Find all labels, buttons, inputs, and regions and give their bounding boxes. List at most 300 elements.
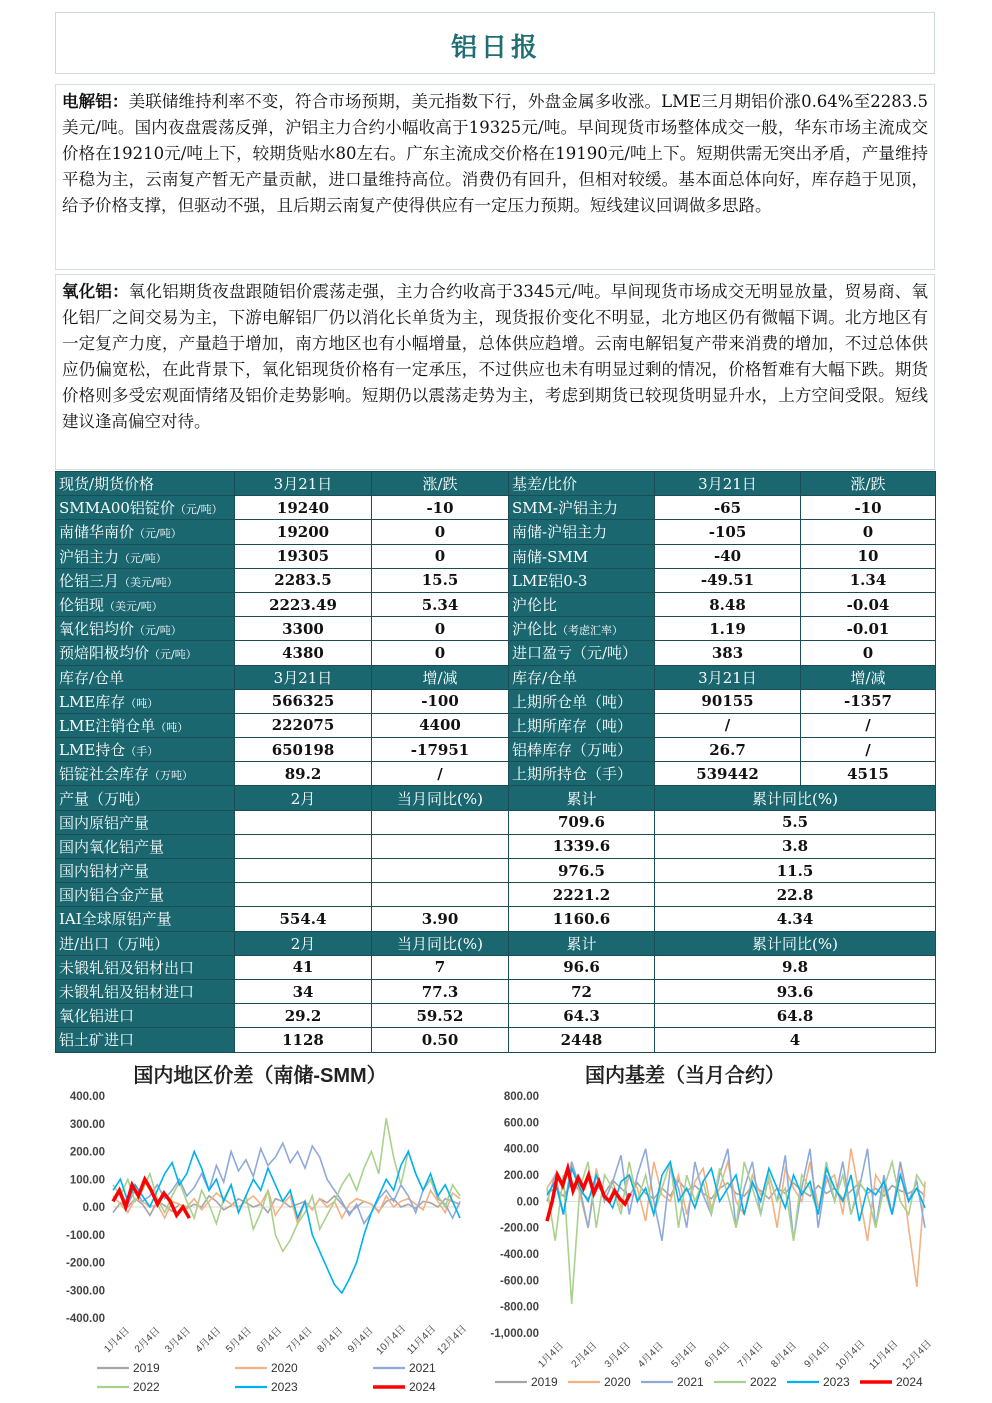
table-row [56, 810, 936, 834]
cell-text: 现货/期货价格 [59, 475, 155, 494]
cell-text: 涨/跌 [850, 475, 886, 494]
legend-label: 2024 [896, 1375, 923, 1389]
y-tick-label: -200.00 [499, 1222, 539, 1235]
table-label-cell [509, 520, 655, 544]
cell-text: 0 [862, 522, 874, 541]
cell-unit: （元/吨） [149, 648, 197, 662]
table-header-cell [509, 931, 655, 955]
cell-text: 539442 [696, 764, 759, 783]
table-header-cell [235, 786, 372, 810]
cell-text: 4515 [847, 764, 889, 783]
cell-text: 国内原铝产量 [59, 813, 150, 832]
table-value-cell [801, 520, 936, 544]
cell-text: 进口盈亏（元/吨） [512, 644, 638, 663]
chart-title: 国内地区价差（南储-SMM） [133, 1065, 387, 1087]
cell-text: 南储华南价 [59, 523, 135, 542]
table-row [56, 544, 936, 568]
table-value-cell [655, 568, 801, 592]
cell-text: 累计 [566, 789, 597, 808]
cell-text: 增/减 [850, 668, 886, 687]
x-tick-label: 7月4日 [285, 1325, 315, 1356]
table-header-cell [801, 472, 936, 496]
cell-text: 增/减 [422, 668, 458, 687]
legend-label: 2020 [604, 1375, 631, 1389]
table-value-cell [235, 641, 372, 665]
cell-text: 上期所持仓（手） [512, 765, 633, 784]
table-value-cell [655, 592, 801, 616]
table-header-cell [655, 665, 801, 689]
table-value-cell [655, 883, 936, 907]
table-value-cell [801, 496, 936, 520]
cell-text: 2月 [290, 934, 316, 953]
table-header-cell [509, 786, 655, 810]
table-value-cell [372, 496, 509, 520]
cell-text: 伦铝现 [59, 596, 105, 615]
table-row [56, 907, 936, 931]
cell-text: 709.6 [558, 813, 605, 832]
x-tick-label: 1月4日 [102, 1325, 133, 1356]
table-value-cell [655, 834, 936, 858]
cell-text: 2月 [290, 789, 316, 808]
x-tick-label: 4月4日 [636, 1340, 666, 1371]
cell-text: 41 [292, 958, 314, 977]
x-tick-label: 8月4日 [315, 1325, 346, 1356]
cell-text: 3300 [282, 619, 324, 638]
cell-text: 国内铝合金产量 [59, 886, 165, 905]
y-tick-label: 100.00 [69, 1174, 105, 1187]
cell-text: 进/出口（万吨） [59, 934, 170, 953]
table-value-cell [372, 762, 509, 786]
x-tick-label: 9月4日 [345, 1325, 376, 1356]
table-value-cell [235, 496, 372, 520]
cell-text: -10 [854, 498, 882, 517]
table-label-cell [509, 738, 655, 762]
table-value-cell [235, 907, 372, 931]
table-row [56, 617, 936, 641]
cell-text: 1.34 [849, 571, 887, 590]
y-tick-label: -100.00 [65, 1229, 105, 1242]
cell-text: 2221.2 [552, 885, 611, 904]
cell-text: 1160.6 [552, 909, 611, 928]
cell-text: 上期所库存（吨） [512, 716, 633, 735]
table-label-cell [509, 762, 655, 786]
alumina-commentary [55, 274, 935, 470]
table-value-cell [655, 713, 801, 737]
table-value-cell [509, 1004, 655, 1028]
table-label-cell [56, 496, 235, 520]
table-value-cell [509, 834, 655, 858]
cell-text: 累计同比(%) [752, 934, 838, 953]
cell-text: 预焙阳极均价 [59, 644, 150, 663]
table-value-cell [801, 592, 936, 616]
cell-text: 96.6 [563, 958, 600, 977]
cell-text: 7 [434, 958, 446, 977]
x-tick-label: 3月4日 [163, 1325, 194, 1356]
table-label-cell [509, 592, 655, 616]
x-tick-label: 11月4日 [405, 1323, 439, 1357]
y-tick-label: 300.00 [69, 1118, 105, 1131]
table-value-cell [655, 859, 936, 883]
cell-text: 3月21日 [698, 668, 757, 687]
cell-text: 0 [434, 619, 446, 638]
cell-text: 2448 [560, 1030, 603, 1049]
table-value-cell [655, 641, 801, 665]
cell-text: 0 [434, 547, 446, 566]
cell-text: 0.50 [421, 1030, 459, 1049]
table-label-cell [56, 907, 235, 931]
legend-label: 2023 [823, 1375, 850, 1389]
table-value-cell [655, 810, 936, 834]
y-tick-label: -400.00 [499, 1249, 539, 1261]
y-tick-label: 400.00 [69, 1091, 105, 1103]
title-box [55, 12, 935, 74]
table-value-cell [372, 883, 509, 907]
table-value-cell [372, 834, 509, 858]
table-row [56, 979, 936, 1003]
cell-text: -0.01 [846, 619, 890, 638]
cell-text: -10 [426, 498, 454, 517]
legend-label: 2021 [677, 1375, 704, 1389]
cell-text: 3月21日 [698, 475, 757, 494]
cell-text: 涨/跌 [422, 475, 458, 494]
cell-text: 9.8 [781, 958, 809, 977]
table-row [56, 496, 936, 520]
cell-text: 3.90 [421, 909, 459, 928]
cell-text: 1339.6 [552, 837, 611, 856]
cell-text: / [865, 740, 871, 759]
table-label-cell [56, 810, 235, 834]
cell-text: 64.3 [563, 1006, 600, 1025]
table-value-cell [372, 617, 509, 641]
y-tick-label: -800.00 [499, 1301, 539, 1314]
x-tick-label: 10月4日 [833, 1338, 868, 1373]
table-value-cell [235, 713, 372, 737]
table-value-cell [372, 907, 509, 931]
cell-text: 铝土矿进口 [59, 1031, 135, 1050]
legend-label: 2021 [409, 1361, 436, 1375]
cell-text: 库存/仓单 [512, 668, 578, 687]
table-header-cell [372, 931, 509, 955]
cell-text: -40 [713, 547, 742, 566]
table-value-cell [801, 641, 936, 665]
table-value-cell [801, 544, 936, 568]
cell-text: 10 [857, 547, 879, 566]
cell-text: -1357 [844, 692, 892, 711]
cell-text: 4380 [282, 643, 324, 662]
x-tick-label: 6月4日 [254, 1325, 285, 1356]
cell-text: LME注销仓单 [59, 716, 156, 735]
y-tick-label: -1,000.00 [490, 1328, 539, 1340]
table-value-cell [235, 1004, 372, 1028]
cell-text: 3月21日 [273, 475, 333, 494]
x-tick-label: 2月4日 [569, 1340, 600, 1371]
table-label-cell [56, 859, 235, 883]
table-row [56, 738, 936, 762]
table-label-cell [56, 1004, 235, 1028]
cell-text: LME库存 [59, 692, 126, 711]
table-value-cell [801, 762, 936, 786]
y-tick-label: 200.00 [503, 1170, 539, 1182]
table-label-cell [56, 931, 235, 955]
y-tick-label: 0.00 [82, 1202, 105, 1214]
legend-label: 2023 [271, 1380, 298, 1392]
table-row [56, 689, 936, 713]
table-label-cell [56, 592, 235, 616]
cell-text: 77.3 [421, 982, 459, 1001]
cell-text: 64.8 [776, 1006, 814, 1025]
cell-text: 未锻轧铝及铝材出口 [59, 958, 195, 977]
table-value-cell [372, 955, 509, 979]
cell-text: 2283.5 [274, 571, 332, 590]
cell-text: 产量（万吨） [59, 789, 150, 808]
table-header-cell [372, 472, 509, 496]
table-value-cell [235, 762, 372, 786]
cell-text: 4400 [419, 716, 461, 735]
cell-text: SMM-沪铝主力 [512, 499, 619, 518]
table-value-cell [372, 568, 509, 592]
cell-text: 氧化铝进口 [59, 1007, 135, 1026]
table-row [56, 859, 936, 883]
legend-label: 2019 [133, 1361, 160, 1375]
cell-text: -100 [421, 692, 459, 711]
table-row [56, 762, 936, 786]
table-row [56, 1004, 936, 1028]
cell-text: 当月同比(%) [397, 789, 483, 808]
y-tick-label: -600.00 [499, 1275, 539, 1288]
table-value-cell [372, 544, 509, 568]
regional-spread-svg [55, 1048, 475, 1392]
table-value-cell [509, 810, 655, 834]
table-value-cell [372, 689, 509, 713]
cell-unit: （元/吨） [134, 624, 182, 638]
table-label-cell [56, 544, 235, 568]
cell-text: 90155 [701, 692, 754, 711]
table-value-cell [801, 713, 936, 737]
cell-text: 34 [292, 982, 314, 1001]
cell-text: 3.8 [781, 837, 809, 856]
cell-text: 铝锭社会库存 [59, 765, 150, 784]
table-value-cell [372, 979, 509, 1003]
cell-unit: （美元/吨） [104, 600, 163, 614]
cell-text: 4.34 [776, 909, 814, 928]
table-header-cell [655, 931, 936, 955]
cell-text: 19305 [276, 547, 330, 566]
table-value-cell [801, 689, 936, 713]
cell-unit: （美元/吨） [119, 575, 178, 589]
table-value-cell [509, 979, 655, 1003]
cell-unit: （元/吨） [134, 527, 182, 541]
cell-text: 2223.49 [269, 595, 337, 614]
table-header-cell [235, 472, 372, 496]
cell-text: 11.5 [776, 861, 814, 880]
table-label-cell [56, 979, 235, 1003]
table-value-cell [655, 689, 801, 713]
cell-text: 铝棒库存（万吨） [512, 741, 633, 760]
table-label-cell [509, 689, 655, 713]
cell-unit: （吨） [125, 696, 159, 710]
y-tick-label: -400.00 [65, 1313, 105, 1325]
cell-text: -49.51 [700, 571, 755, 590]
cell-text: 累计 [566, 934, 597, 953]
x-tick-label: 11月4日 [867, 1338, 901, 1372]
x-tick-label: 10月4日 [374, 1323, 409, 1358]
table-header-cell [655, 786, 936, 810]
legend-label: 2019 [531, 1375, 558, 1389]
table-row [56, 472, 936, 496]
cell-text: 19200 [276, 522, 330, 541]
cell-text: 19240 [276, 498, 330, 517]
cell-text: 南储-SMM [512, 547, 589, 566]
cell-text: 沪伦比 [512, 620, 558, 639]
cell-text: 5.5 [781, 813, 809, 832]
table-label-cell [56, 689, 235, 713]
table-row [56, 520, 936, 544]
legend-label: 2020 [271, 1361, 298, 1375]
table-row [56, 931, 936, 955]
table-value-cell [655, 762, 801, 786]
table-value-cell [372, 713, 509, 737]
x-tick-label: 2月4日 [132, 1325, 163, 1356]
cell-text: -65 [713, 498, 742, 517]
table-value-cell [655, 979, 936, 1003]
x-tick-label: 5月4日 [224, 1325, 254, 1356]
table-label-cell [56, 883, 235, 907]
table-label-cell [56, 762, 235, 786]
cell-unit: （手） [125, 745, 159, 759]
aluminum-text: 美联储维持利率不变，符合市场预期，美元指数下行，外盘金属多收涨。LME三月期铝价涨0.64%至2283.5美元/吨。国内夜盘震荡反弹，沪铝主力合约小幅收高于19325元/吨。早间现货市场整体成交一般，华东市场主流成交价格在19210元/吨上下，较期货贴水80左右。广东主流成交价格在19190元/吨上下。短期供需无突出矛盾，产量维持平稳为主，云南复产暂无产量贡献，进口量维持高位。消费仍有回升，但相对较缓。基本面总体向好，库存趋于见顶，给予价格支撑，但驱动不强，且后期云南复产使得供应有一定压力预期。短线建议回调做多思路。 [62, 92, 929, 215]
y-tick-label: 600.00 [503, 1117, 539, 1130]
table-value-cell [372, 641, 509, 665]
cell-text: 氧化铝均价 [59, 620, 135, 639]
cell-unit: （吨） [155, 720, 189, 734]
cell-text: 15.5 [421, 571, 459, 590]
table-label-cell [56, 617, 235, 641]
table-value-cell [372, 810, 509, 834]
cell-text: 伦铝三月 [59, 571, 120, 590]
cell-text: 554.4 [279, 909, 327, 928]
table-label-cell [56, 713, 235, 737]
table-value-cell [509, 955, 655, 979]
table-header-cell [372, 786, 509, 810]
cell-text: -105 [708, 522, 747, 541]
y-tick-label: 200.00 [69, 1146, 105, 1159]
table-row [56, 641, 936, 665]
cell-unit: （元/吨） [174, 503, 223, 517]
table-value-cell [655, 738, 801, 762]
cell-text: 89.2 [284, 764, 322, 783]
table-value-cell [235, 810, 372, 834]
table-value-cell [655, 544, 801, 568]
cell-text: 累计同比(%) [752, 789, 838, 808]
table-label-cell [509, 544, 655, 568]
cell-text: 0 [434, 522, 446, 541]
aluminum-label: 电解铝： [62, 92, 129, 111]
table-value-cell [801, 568, 936, 592]
y-tick-label: -200.00 [65, 1257, 105, 1270]
table-label-cell [56, 738, 235, 762]
cell-text: / [437, 764, 443, 783]
table-label-cell [509, 617, 655, 641]
report-page [55, 12, 935, 1392]
cell-text: 基差/比价 [512, 475, 578, 494]
cell-text: IAI全球原铝产量 [59, 910, 172, 929]
cell-text: 库存/仓单 [59, 668, 125, 687]
table-row [56, 834, 936, 858]
x-tick-label: 5月4日 [669, 1340, 700, 1371]
cell-text: 0 [862, 643, 874, 662]
cell-text: 383 [711, 643, 744, 662]
table-value-cell [372, 738, 509, 762]
table-header-cell [235, 665, 372, 689]
table-value-cell [655, 955, 936, 979]
table-value-cell [655, 520, 801, 544]
table-value-cell [235, 738, 372, 762]
regional-spread-chart [55, 1048, 475, 1392]
table-value-cell [235, 568, 372, 592]
table-value-cell [235, 544, 372, 568]
table-value-cell [235, 834, 372, 858]
x-tick-label: 8月4日 [769, 1340, 800, 1371]
cell-text: 0 [434, 643, 446, 662]
y-tick-label: 0.00 [516, 1196, 539, 1209]
table-row [56, 955, 936, 979]
cell-text: 3月21日 [273, 668, 333, 687]
table-value-cell [235, 955, 372, 979]
x-tick-label: 12月4日 [435, 1323, 470, 1358]
cell-unit: （元/吨） [119, 551, 167, 565]
y-tick-label: 400.00 [503, 1143, 539, 1156]
market-data-table [55, 471, 936, 1053]
table-value-cell [235, 883, 372, 907]
table-row [56, 568, 936, 592]
cell-text: 5.34 [421, 595, 459, 614]
table-value-cell [372, 592, 509, 616]
table-value-cell [372, 520, 509, 544]
cell-text: 沪铝主力 [59, 547, 120, 566]
cell-text: -0.04 [846, 595, 890, 614]
cell-text: 222075 [271, 716, 335, 735]
cell-unit: （万吨） [149, 769, 194, 783]
table-row [56, 713, 936, 737]
table-label-cell [56, 472, 235, 496]
cell-text: 29.2 [284, 1006, 322, 1025]
basis-chart [485, 1048, 935, 1392]
cell-text: 26.7 [709, 740, 746, 759]
cell-text: -17951 [410, 740, 470, 759]
cell-text: 72 [571, 982, 592, 1001]
table-label-cell [509, 641, 655, 665]
table-value-cell [235, 979, 372, 1003]
table-label-cell [56, 786, 235, 810]
cell-text: 1128 [282, 1030, 324, 1049]
x-tick-label: 7月4日 [735, 1340, 766, 1371]
table-value-cell [801, 738, 936, 762]
cell-text: LME持仓 [59, 741, 126, 760]
table-label-cell [509, 665, 655, 689]
table-row [56, 883, 936, 907]
table-value-cell [235, 689, 372, 713]
series-line-2020 [547, 1149, 925, 1287]
table-label-cell [56, 520, 235, 544]
cell-unit: （考虑汇率） [557, 624, 624, 638]
x-tick-label: 12月4日 [900, 1338, 935, 1373]
table-header-cell [655, 472, 801, 496]
cell-text: 南储-沪铝主力 [512, 523, 608, 542]
table-value-cell [655, 907, 936, 931]
y-tick-label: -300.00 [65, 1285, 105, 1298]
x-tick-label: 6月4日 [702, 1340, 733, 1371]
y-tick-label: 800.00 [503, 1091, 539, 1103]
